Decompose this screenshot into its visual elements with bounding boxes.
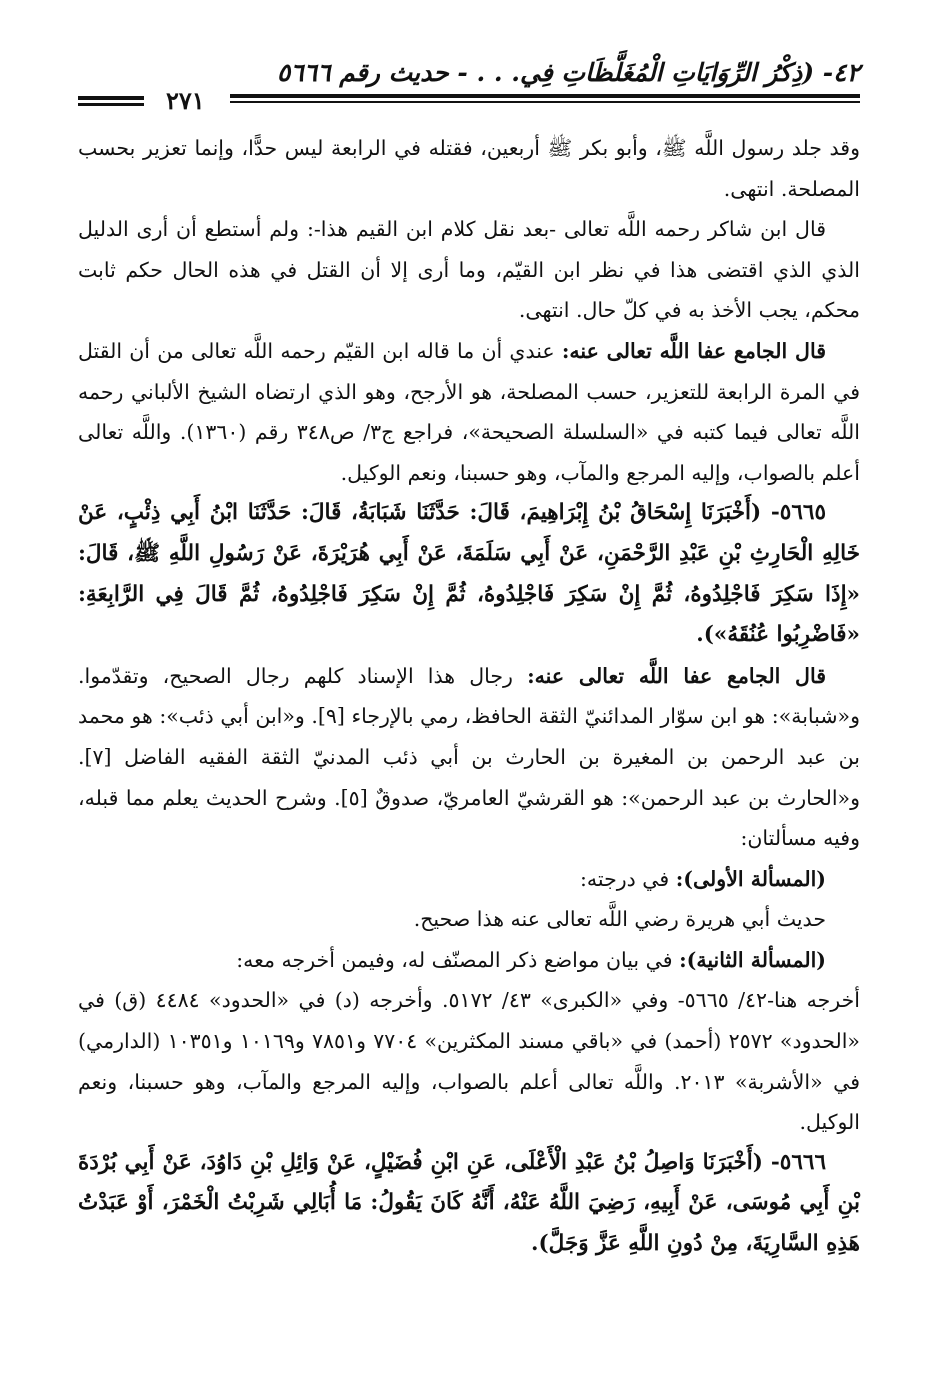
- page-number: ٢٧١: [160, 86, 211, 115]
- paragraph-text: وقد جلد رسول اللَّه ﷺ، وأبو بكر ﷺ أربعين، فقتله في الرابعة ليس حدًّا، وإنما تعزير بحسب المصلحة. انتهى.: [78, 136, 860, 201]
- paragraph: [78, 980, 860, 1142]
- paragraph: [78, 656, 860, 859]
- paragraph-text: أخرجه هنا-٤٢/ ٥٦٦٥- وفي «الكبرى» ٤٣/ ٥١٧٢. وأخرجه (د) في «الحدود» ٤٤٨٤ (ق) في «الحدود» ٢٥٧٢ (أحمد) في «باقي مسند المكثرين» ٧٧٠٤ و٧٨٥١ و١٠١٦٩ و١٠٣٥١ (الدارمي) في «الأشربة» ٢٠١٣. واللَّه تعالى أعلم بالصواب، وإليه المرجع والمآب، وهو حسبنا، ونعم الوكيل.: [78, 988, 860, 1135]
- paragraph: [78, 209, 860, 331]
- page-body: [78, 128, 860, 1265]
- paragraph-label: (المسألة الثانية):: [679, 947, 826, 972]
- paragraph-text: في بيان مواضع ذكر المصنّف له، وفيمن أخرجه معه:: [236, 947, 680, 972]
- paragraph: [78, 940, 860, 981]
- document-page: [78, 52, 860, 1265]
- header-rule-short: [78, 96, 144, 106]
- paragraph: [78, 859, 860, 900]
- paragraph-label: قال الجامع عفا اللَّه تعالى عنه:: [527, 663, 826, 688]
- paragraph-label: (المسألة الأولى):: [675, 866, 826, 891]
- header-rule: [78, 86, 860, 115]
- running-head: ٤٢- (ذِكْرُ الرِّوَايَاتِ الْمُغَلَّظَاتِ فِي. . . - حديث رقم ٥٦٦٦: [276, 58, 860, 87]
- paragraph-label: قال الجامع عفا اللَّه تعالى عنه:: [561, 338, 826, 363]
- header-rule-long: [230, 94, 860, 103]
- paragraph-text: عندي أن ما قاله ابن القيّم رحمه اللَّه تعالى من أن القتل في المرة الرابعة للتعزير، حسب المصلحة، هو الأرجح، وهو الذي ارتضاه الشيخ الألباني رحمه اللَّه تعالى فيما كتبه في «السلسلة الصحيحة»، فراجع ج٣/ ص٣٤٨ رقم (١٣٦٠). واللَّه تعالى أعلم بالصواب، وإليه المرجع والمآب، وهو حسبنا، ونعم الوكيل.: [78, 338, 860, 485]
- page-header: [78, 52, 860, 115]
- paragraph: [78, 331, 860, 493]
- paragraph: [78, 128, 860, 209]
- paragraph-text: في درجته:: [579, 866, 676, 891]
- hadith-text: ٥٦٦٦- (أَخْبَرَنَا وَاصِلُ بْنُ عَبْدِ الْأَعْلَى، عَنِ ابْنِ فُضَيْلٍ، عَنْ وَائِلِ بْنِ دَاوُدَ، عَنْ أَبِي بُرْدَةَ بْنِ أَبِي مُوسَى، عَنْ أَبِيهِ، رَضِيَ اللَّهُ عَنْهُ، أَنَّهُ كَانَ يَقُولُ: مَا أُبَالِي شَرِبْتُ الْخَمْرَ، أَوْ عَبَدْتُ هَذِهِ السَّارِيَةَ، مِنْ دُونِ اللَّهِ عَزَّ وَجَلَّ).: [78, 1149, 860, 1257]
- paragraph: [78, 899, 860, 940]
- paragraph-text: حديث أبي هريرة رضي اللَّه تعالى عنه هذا صحيح.: [413, 907, 826, 932]
- hadith-paragraph: [78, 493, 860, 655]
- hadith-paragraph: [78, 1143, 860, 1265]
- paragraph-text: قال ابن شاكر رحمه اللَّه تعالى -بعد نقل كلام ابن القيم هذا-: ولم أستطع أن أرى الدليل الذي الذي اقتضى هذا في نظر ابن القيّم، وما أرى إلا أن القتل في هذه الحال حكم ثابت محكم، يجب الأخذ به في كلّ حال. انتهى.: [78, 217, 860, 323]
- hadith-text: ٥٦٦٥- (أَخْبَرَنَا إِسْحَاقُ بْنُ إِبْرَاهِيمَ، قَالَ: حَدَّثَنَا شَبَابَةُ، قَالَ: حَدَّثَنَا ابْنُ أَبِي ذِئْبٍ، عَنْ خَالِهِ الْحَارِثِ بْنِ عَبْدِ الرَّحْمَنِ، عَنْ أَبِي سَلَمَةَ، عَنْ أَبِي هُرَيْرَةَ، عَنْ رَسُولِ اللَّهِ ﷺ، قَالَ: «إِذَا سَكِرَ فَاجْلِدُوهُ، ثُمَّ إِنْ سَكِرَ فَاجْلِدُوهُ، ثُمَّ إِنْ سَكِرَ فَاجْلِدُوهُ، ثُمَّ قَالَ فِي الرَّابِعَةِ: «فَاضْرِبُوا عُنُقَهُ»).: [78, 500, 860, 648]
- paragraph-text: رجال هذا الإسناد كلهم رجال الصحيح، وتقدّموا. و«شبابة»: هو ابن سوّار المدائنيّ الثقة الحافظ، رمي بالإرجاء [٩]. و«ابن أبي ذئب»: هو محمد بن عبد الرحمن بن المغيرة بن الحارث بن أبي ذئب المدنيّ الثقة الفقيه الفاضل [٧]. و«الحارث بن عبد الرحمن»: هو القرشيّ العامريّ، صدوقٌ [٥]. وشرح الحديث يعلم مما قبله، وفيه مسألتان:: [78, 663, 860, 851]
